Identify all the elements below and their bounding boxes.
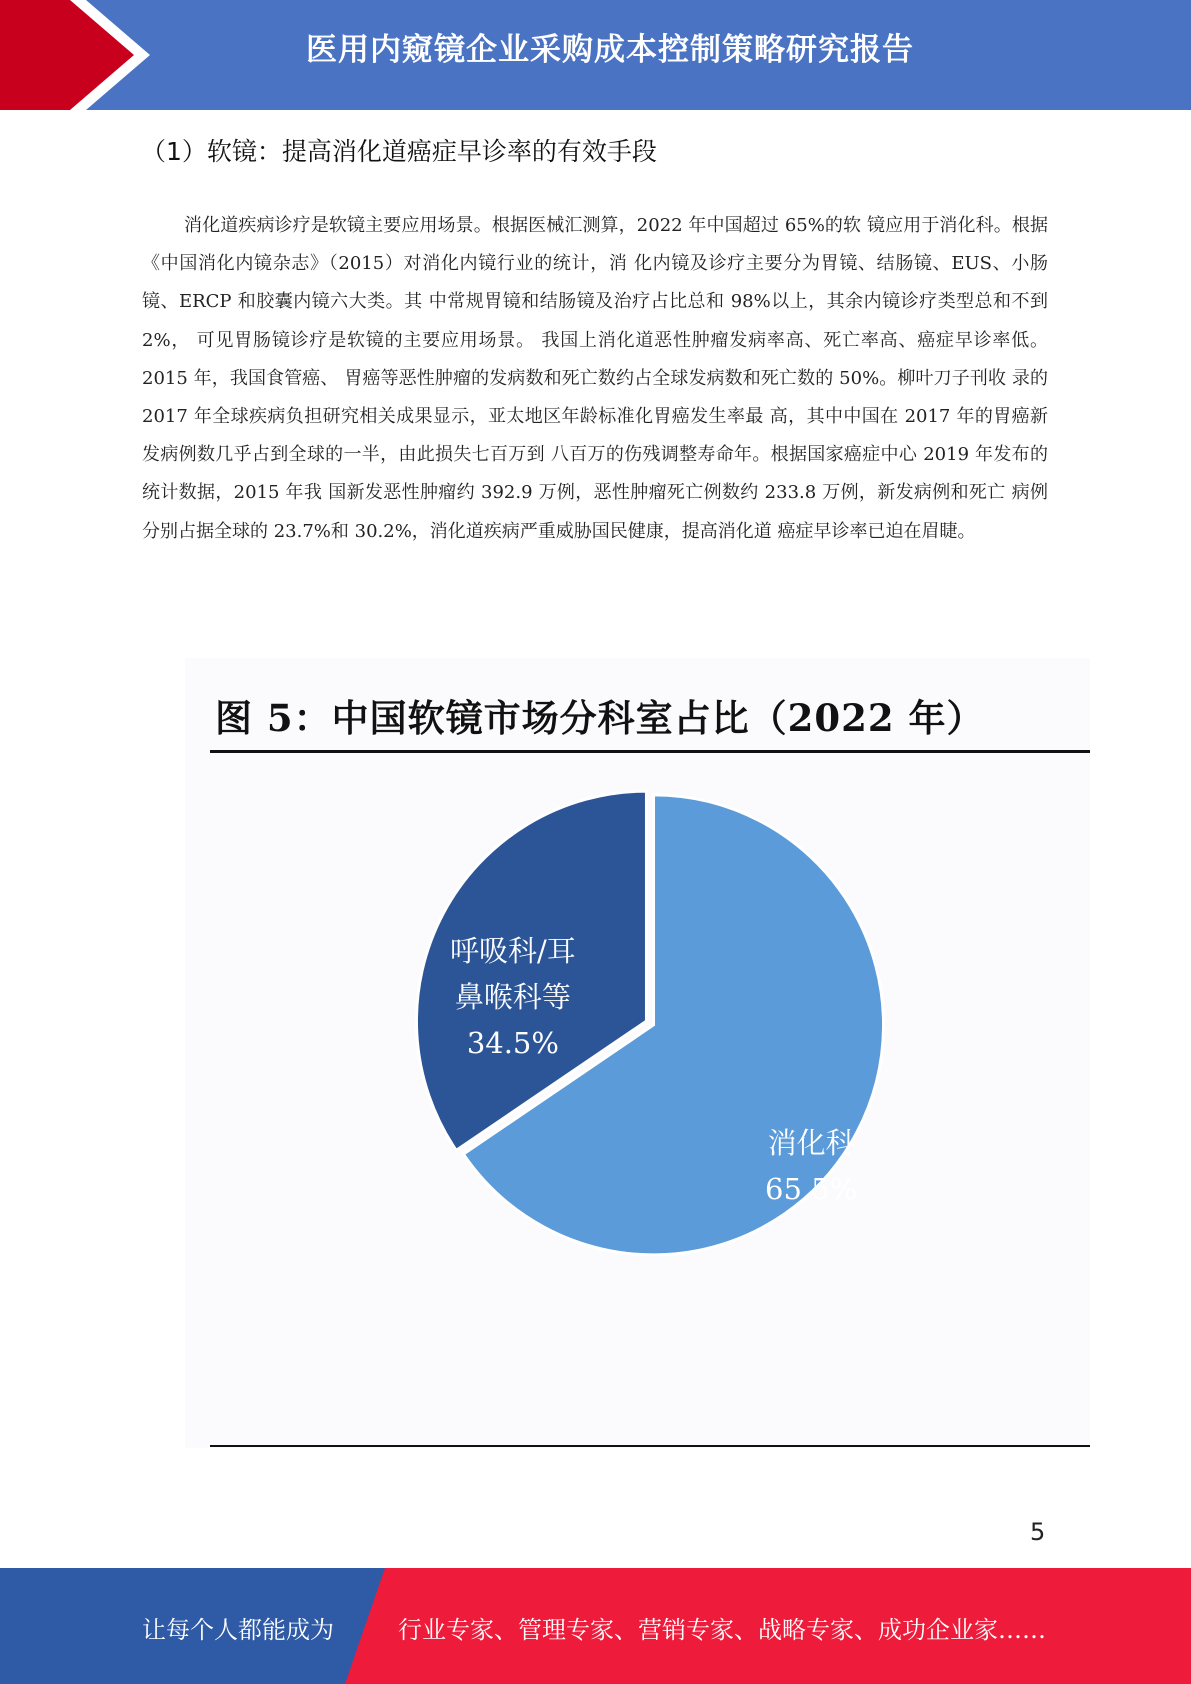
footer-slogan-left: 让每个人都能成为 (142, 1616, 334, 1644)
pie-label-line: 消化科 (767, 1126, 855, 1160)
footer-slogan-right: 行业专家、管理专家、营销专家、战略专家、成功企业家…… (398, 1616, 1046, 1644)
footer-banner (0, 1568, 1191, 1684)
pie-label-line: 鼻喉科等 (454, 980, 571, 1014)
header-banner (0, 0, 1191, 110)
figure-rule-bottom (210, 1445, 1090, 1447)
pie-label-value: 65.5% (765, 1172, 858, 1206)
pie-label-digestive (765, 1120, 857, 1212)
pie-chart (185, 658, 1090, 1448)
figure-panel (185, 658, 1090, 1448)
section-heading: （1）软镜：提高消化道癌症早诊率的有效手段 (141, 137, 657, 166)
figure-title: 图 5：中国软镜市场分科室占比（2022 年） (215, 696, 985, 740)
pie-label-line: 呼吸科/耳 (450, 934, 576, 968)
report-title: 医用内窥镜企业采购成本控制策略研究报告 (306, 32, 914, 68)
pie-label-value: 34.5% (466, 1026, 559, 1060)
pie-label-respiratory-ent (450, 928, 576, 1066)
body-paragraph: 消化道疾病诊疗是软镜主要应用场景。根据医械汇测算，2022 年中国超过 65%的软 镜应用于消化科。根据《中国消化内镜杂志》（2015）对消化内镜行业的统计，消 化内镜及诊疗主要分为胃镜、结肠镜、EUS、小肠镜、ERCP 和胶囊内镜六大类。其 中常规胃镜和结肠镜及治疗占比总和 98%以上，其余内镜诊疗类型总和不到 2%， 可见胃肠镜诊疗是软镜的主要应用场景。 我国上消化道恶性肿瘤发病率高、死亡率高、癌症早诊率低。2015 年，我国食管癌、 胃癌等恶性肿瘤的发病数和死亡数约占全球发病数和死亡数的 50%。柳叶刀子刊收 录的 2017 年全球疾病负担研究相关成果显示，亚太地区年龄标准化胃癌发生率最 高，其中中国在 2017 年的胃癌新发病例数几乎占到全球的一半，由此损失七百万到 八百万的伤残调整寿命年。根据国家癌症中心 2019 年发布的统计数据，2015 年我 国新发恶性肿瘤约 392.9 万例，恶性肿瘤死亡例数约 233.8 万例，新发病例和死亡 病例分别占据全球的 23.7%和 30.2%，消化道疾病严重威胁国民健康，提高消化道 癌症早诊率已迫在眉睫。 (142, 215, 1048, 542)
page-number: 5 (1030, 1518, 1046, 1546)
